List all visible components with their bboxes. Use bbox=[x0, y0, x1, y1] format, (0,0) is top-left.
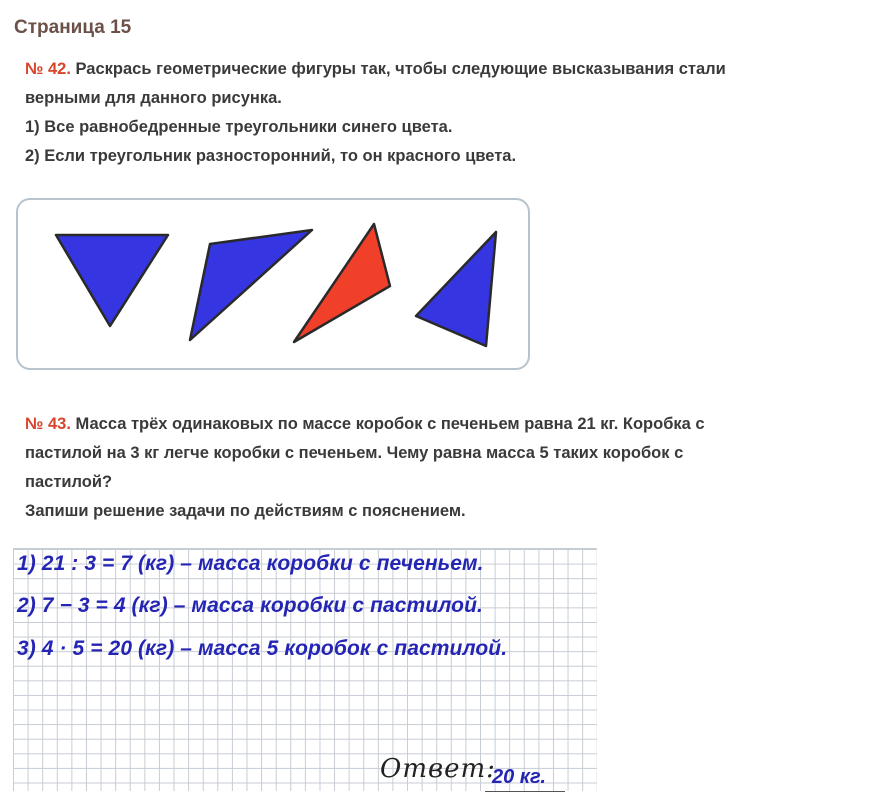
page-title: Страница 15 bbox=[14, 17, 132, 38]
task-43-number: № 43. bbox=[25, 415, 71, 433]
task-43-line-3: пастилой? bbox=[25, 473, 113, 491]
isosceles-triangle-3 bbox=[416, 232, 496, 346]
task-43-line-2: пастилой на 3 кг легче коробки с печеньем. Чему равна масса 5 таких коробок с bbox=[25, 444, 684, 462]
solution-step-2: 2) 7 − 3 = 4 (кг) – масса коробки с пастилой. bbox=[17, 594, 483, 617]
notebook-grid bbox=[13, 548, 597, 791]
task-43-line-4: Запиши решение задачи по действиям с пояснением. bbox=[25, 502, 466, 520]
triangles-figure-box bbox=[16, 198, 530, 370]
task-42-line-4: 2) Если треугольник разносторонний, то он красного цвета. bbox=[25, 147, 517, 165]
task-43 bbox=[25, 410, 705, 526]
task-42-number: № 42. bbox=[25, 60, 71, 78]
isosceles-triangle-2 bbox=[190, 230, 312, 340]
task-42-line-2: верными для данного рисунка. bbox=[25, 89, 282, 107]
isosceles-triangle-1 bbox=[56, 235, 168, 326]
scalene-triangle bbox=[294, 224, 390, 342]
task-42-line-1: № 42. Раскрась геометрические фигуры так, чтобы следующие высказывания стали bbox=[25, 60, 726, 78]
solution-step-1: 1) 21 : 3 = 7 (кг) – масса коробки с печеньем. bbox=[17, 552, 484, 575]
answer-underline bbox=[485, 791, 565, 792]
task-42 bbox=[25, 55, 726, 171]
answer-label: Ответ: bbox=[380, 754, 496, 784]
solution-step-3: 3) 4 · 5 = 20 (кг) – масса 5 коробок с пастилой. bbox=[17, 637, 508, 660]
triangles-drawing bbox=[18, 200, 528, 368]
task-42-line-3: 1) Все равнобедренные треугольники синего цвета. bbox=[25, 118, 453, 136]
task-43-line-1: № 43. Масса трёх одинаковых по массе коробок с печеньем равна 21 кг. Коробка с bbox=[25, 415, 705, 433]
answer-value: 20 кг. bbox=[492, 766, 546, 788]
